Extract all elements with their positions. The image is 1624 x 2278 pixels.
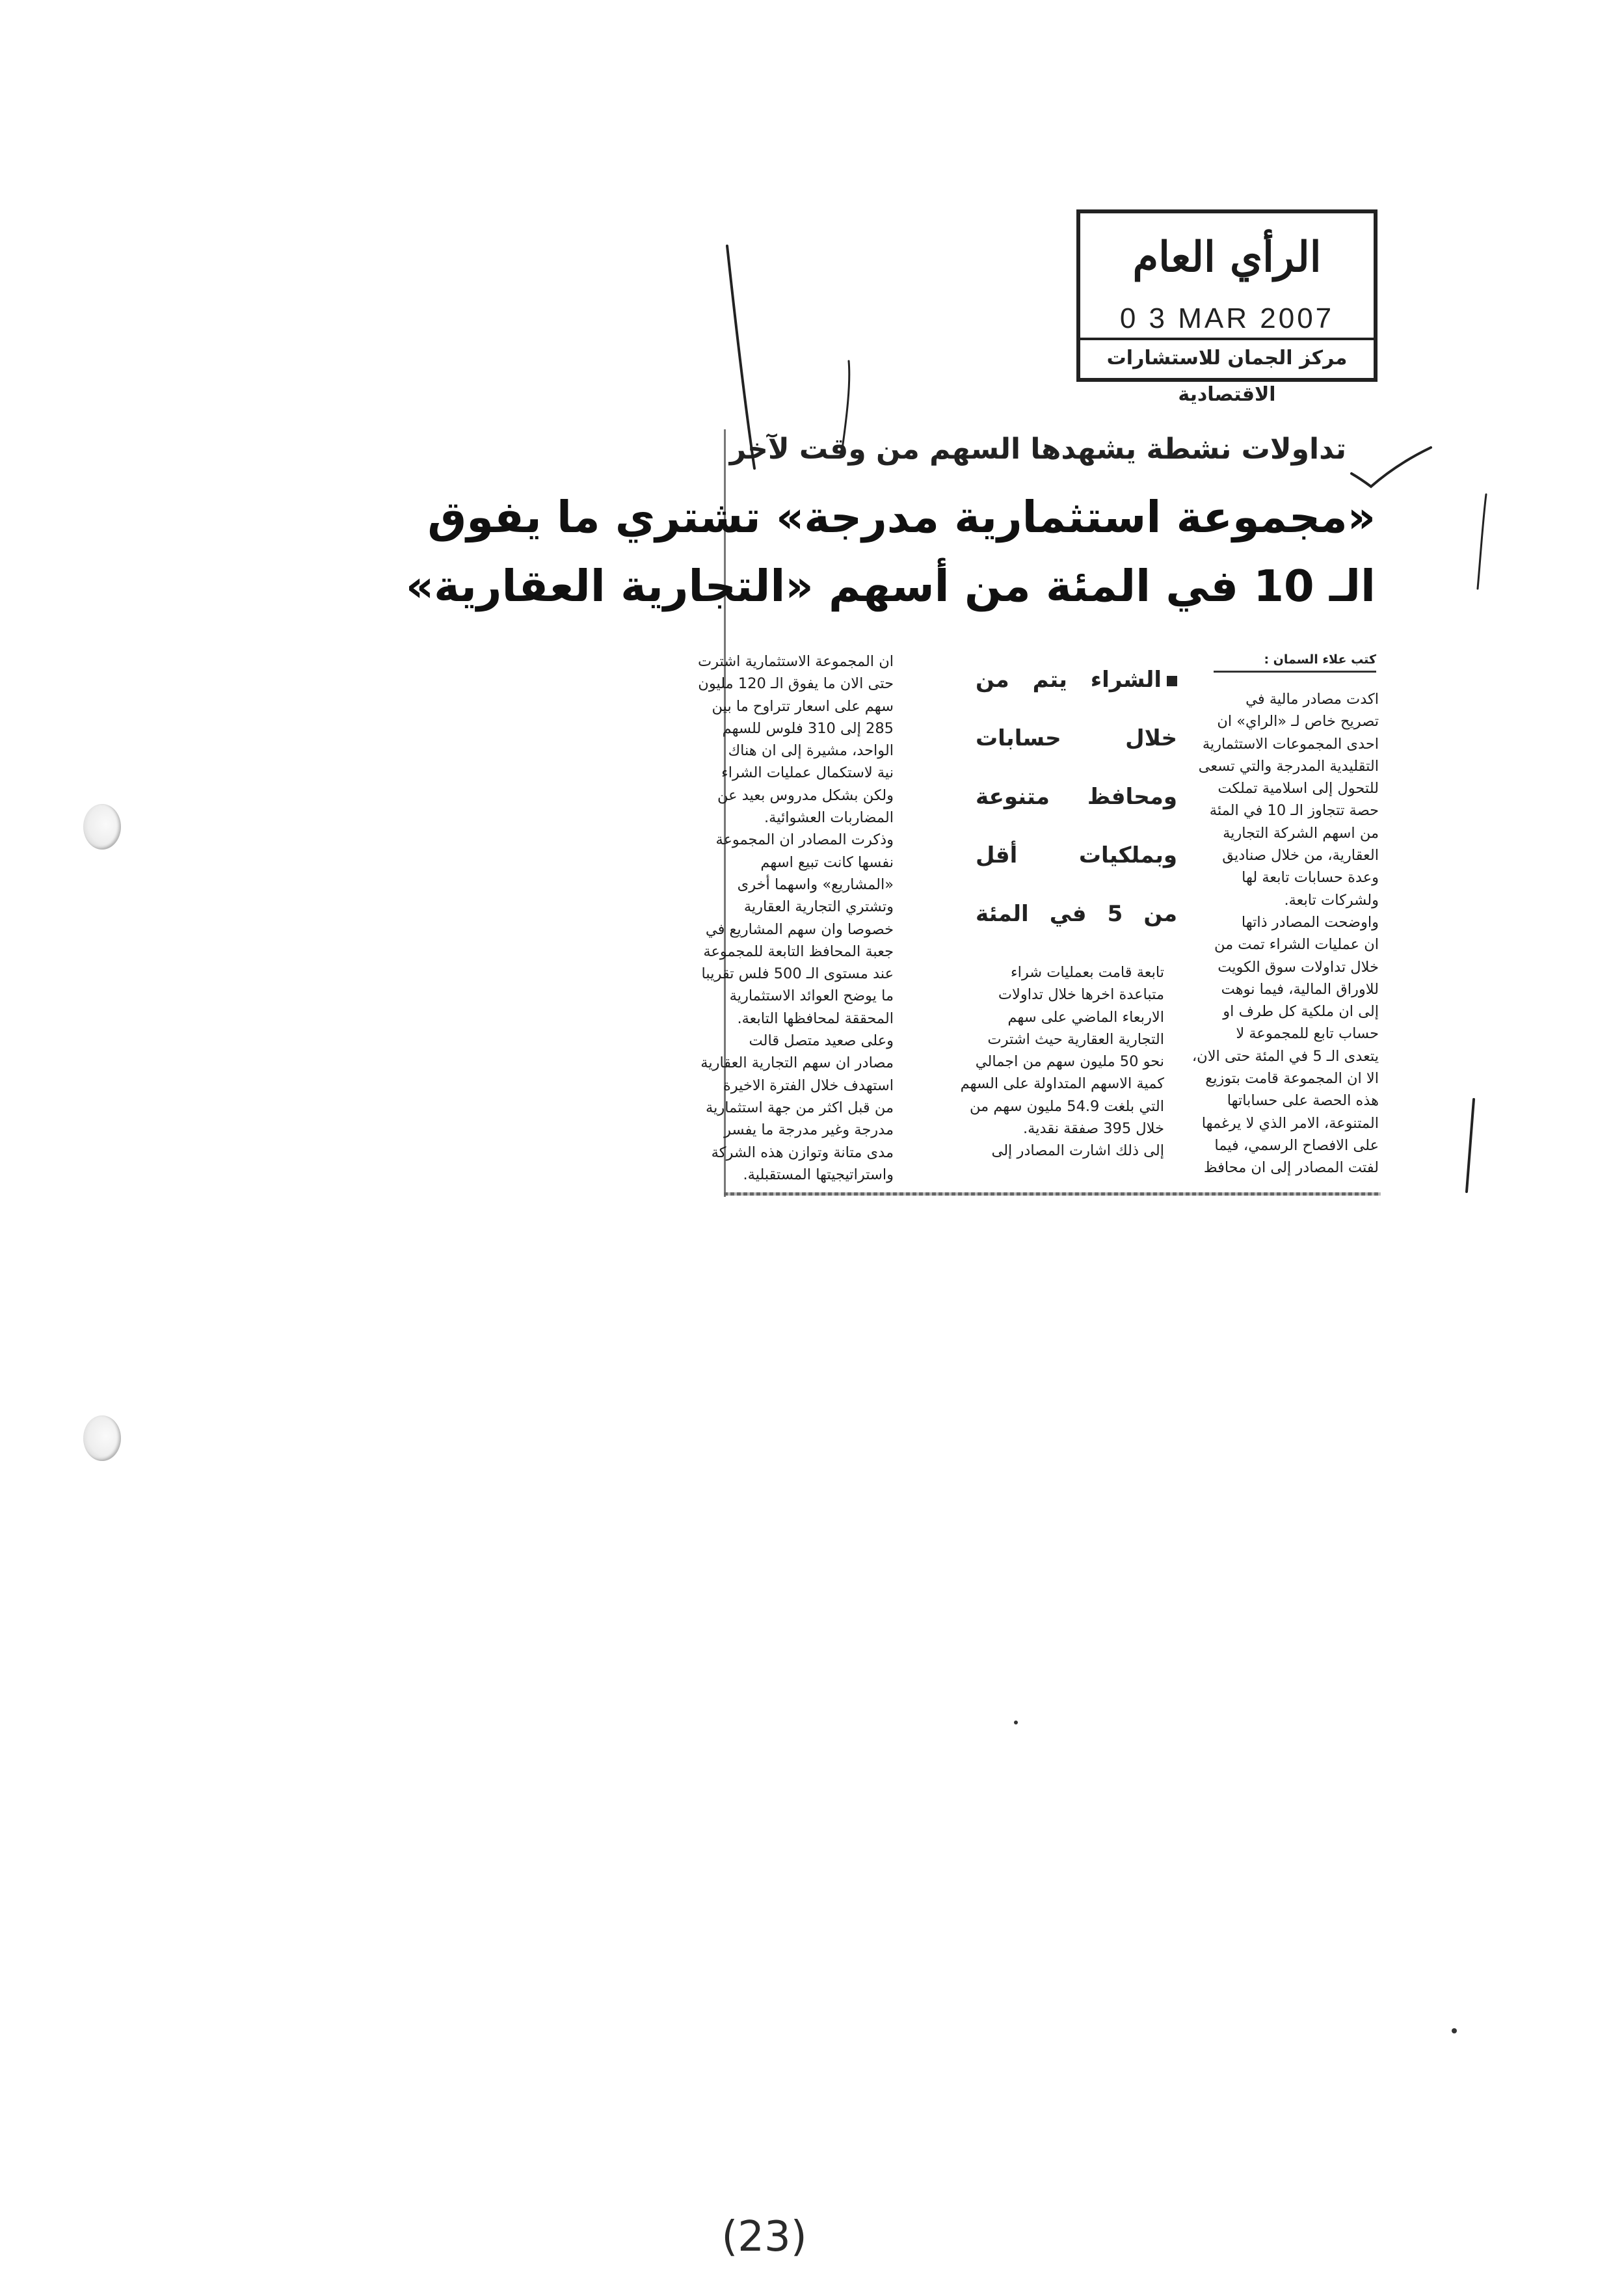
text-line: لفتت المصادر إلى ان محافظ <box>1203 1159 1379 1177</box>
text-line: ما يوضح العوائد الاستثمارية <box>729 987 894 1005</box>
publication-logo: الرأي العام <box>1132 233 1322 282</box>
pull-quote-line: من 5 في المئة <box>976 901 1177 927</box>
text-line: للتحول إلى اسلامية تملكت <box>1218 780 1379 797</box>
text-line: من قبل اكثر من جهة استثمارية <box>706 1099 894 1116</box>
text-line: خلال 395 صفقة نقدية. <box>1023 1120 1164 1138</box>
pull-quote-line: ومحافظ متنوعة <box>976 784 1177 810</box>
text-line: مدى متانة وتوازن هذه الشركة <box>711 1144 894 1161</box>
pull-quote-line: الشراء يتم من <box>976 650 1177 709</box>
text-line: حساب تابع للمجموعة لا <box>1236 1025 1379 1043</box>
text-line: اكدت مصادر مالية في <box>1245 691 1379 708</box>
text-line: مصادر ان سهم التجارية العقارية <box>700 1054 894 1072</box>
text-line: الاربعاء الماضي على سهم <box>1007 1008 1164 1026</box>
pen-dot <box>1452 2028 1457 2033</box>
text-line: حصة تتجاوز الـ 10 في المئة <box>1209 802 1379 820</box>
stamp-organization: مركز الجمان للاستشارات الاقتصادية <box>1080 338 1374 378</box>
text-line: التقليدية المدرجة والتي تسعى <box>1198 757 1379 775</box>
pull-quote-line: خلال حسابات <box>976 725 1177 751</box>
pen-stroke-tick-small <box>842 361 849 449</box>
text-line: نحو 50 مليون سهم من اجمالي <box>975 1053 1164 1071</box>
text-line: جعبة المحافظ التابعة للمجموعة <box>703 943 894 960</box>
text-line: يتعدى الـ 5 في المئة حتى الان، <box>1191 1047 1379 1065</box>
text-line: العقارية، من خلال صناديق <box>1222 847 1379 864</box>
text-line: مدرجة وغير مدرجة ما يفسر <box>724 1121 894 1139</box>
text-line: وتشتري التجارية العقارية <box>743 898 894 916</box>
text-line: وعلى صعيد متصل قالت <box>749 1032 894 1050</box>
text-line: ان عمليات الشراء تمت من <box>1214 936 1379 954</box>
text-line: وذكرت المصادر ان المجموعة <box>715 831 894 849</box>
checkmark-icon <box>1351 448 1431 487</box>
text-line: على الافصاح الرسمي، فيما <box>1214 1136 1379 1154</box>
text-line: ان المجموعة الاستثمارية اشترت <box>697 653 894 670</box>
text-line: نية لاستكمال عمليات الشراء <box>721 764 894 782</box>
pen-dot <box>1014 1721 1018 1724</box>
text-line: إلى ان ملكية كل طرف او <box>1223 1003 1379 1021</box>
pen-stroke-left-bracket <box>727 246 754 468</box>
text-line: للاوراق المالية، فيما نوهت <box>1221 980 1379 998</box>
text-line: استهدف خلال الفترة الاخيرة <box>723 1077 894 1094</box>
byline: كتب علاء السمان : <box>1214 652 1376 673</box>
text-line: من اسهم الشركة التجارية <box>1223 824 1379 842</box>
text-line: احدى المجموعات الاستثمارية <box>1202 735 1379 753</box>
pull-quote-line: وبملكيات أقل <box>976 842 1177 868</box>
text-line: التجارية العقارية حيث اشترت <box>987 1030 1164 1048</box>
text-line: المضاربات العشوائية. <box>764 809 894 827</box>
text-line: إلى ذلك اشارت المصادر إلى <box>991 1142 1164 1160</box>
text-line: خلال تداولات سوق الكويت <box>1218 958 1379 976</box>
stamp-date: 0 3 MAR 2007 <box>1119 302 1335 334</box>
text-line: «المشاريع» واسهما أخرى <box>737 876 894 893</box>
text-line: ولشركات تابعة. <box>1284 891 1379 909</box>
text-line: الواحد، مشيرة إلى ان هناك <box>728 742 894 760</box>
text-line: تابعة قامت بعمليات شراء <box>1010 964 1164 981</box>
article-kicker: تداولات نشطة يشهدها السهم من وقت لآخر <box>729 433 1346 466</box>
text-line: 285 إلى 310 فلوس للسهم <box>722 719 894 737</box>
text-line: خصوصا وان سهم المشاريع في <box>705 920 894 938</box>
text-line: هذه الحصة على حساباتها <box>1227 1092 1379 1110</box>
text-line: حتى الان ما يفوق الـ 120 مليون <box>698 675 894 693</box>
text-line: المحققة لمحافظها التابعة. <box>737 1010 894 1027</box>
text-line: تصريح خاص لـ «الراي» ان <box>1217 713 1379 730</box>
text-line: متباعدة اخرها خلال تداولات <box>998 986 1164 1004</box>
pen-stroke-right-top <box>1478 494 1486 589</box>
text-line: واوضحت المصادر ذاتها <box>1241 913 1379 931</box>
text-line: وعدة حسابات تابعة لها <box>1242 869 1379 887</box>
text-line: سهم على اسعار تتراوح ما بين <box>712 697 894 715</box>
text-line: نفسها كانت تبيع اسهم <box>760 853 894 871</box>
text-line: واستراتيجيتها المستقبلية. <box>743 1166 894 1183</box>
text-line: التي بلغت 54.9 مليون سهم من <box>969 1097 1164 1115</box>
text-line: عند مستوى الـ 500 فلس تقريبا <box>701 965 894 983</box>
pen-stroke-right-bottom <box>1467 1099 1474 1192</box>
headline-line-2: الـ 10 في المئة من أسهم «التجارية العقارية» <box>405 561 1376 611</box>
text-line: الا ان المجموعة قامت بتوزيع <box>1205 1070 1379 1088</box>
headline-line-1: «مجموعة استثمارية مدرجة» تشتري ما يفوق <box>427 492 1376 543</box>
text-line: كمية الاسهم المتداولة على السهم <box>960 1075 1164 1093</box>
text-line: ولكن بشكل مدروس بعيد عن <box>717 786 894 804</box>
page-number: (23) <box>721 2213 807 2261</box>
text-line: المتنوعة، الامر الذي لا يرغمها <box>1201 1114 1379 1132</box>
